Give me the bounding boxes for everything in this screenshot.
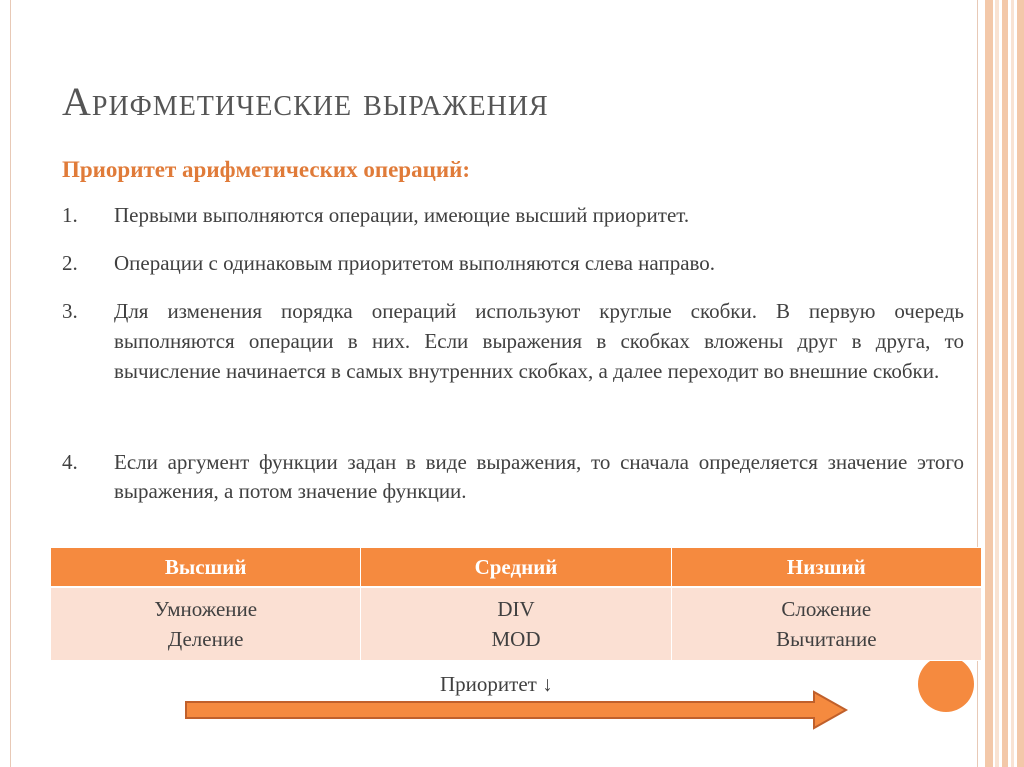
item-number: 2. — [62, 251, 78, 275]
decor-circle — [918, 656, 974, 712]
table-row — [51, 587, 982, 661]
item-number: 1. — [62, 203, 78, 227]
cell-low — [671, 587, 981, 661]
item-text: Если аргумент функции задан в виде выражения, то сначала определяется значение этого выражения, а потом значение функции. — [114, 450, 964, 503]
cell-line: Деление — [167, 627, 244, 651]
priority-table — [50, 547, 982, 661]
header-high: Высший — [51, 548, 361, 588]
cell-medium — [361, 587, 671, 661]
cell-line: DIV — [497, 597, 535, 621]
item-number: 4. — [62, 450, 78, 474]
list-item — [62, 248, 964, 278]
decor-stripe — [985, 0, 993, 767]
cell-line: Умножение — [154, 597, 258, 621]
item-text: Операции с одинаковым приоритетом выполняются слева направо. — [114, 251, 716, 275]
item-text: Первыми выполняются операции, имеющие высший приоритет. — [114, 203, 690, 227]
cell-line: Вычитание — [776, 627, 877, 651]
decor-stripe — [1002, 0, 1008, 767]
priority-label: Приоритет ↓ — [440, 672, 553, 696]
item-number: 3. — [62, 299, 78, 323]
rules-list — [62, 200, 964, 503]
table-header-row — [51, 548, 982, 588]
header-medium: Средний — [361, 548, 671, 588]
cell-line: Сложение — [781, 597, 872, 621]
slide-subtitle: Приоритет арифметических операций: — [62, 157, 471, 182]
cell-high — [51, 587, 361, 661]
decor-stripe — [1017, 0, 1024, 767]
priority-arrow-icon — [182, 688, 852, 732]
list-item — [62, 200, 964, 230]
header-low: Низший — [671, 548, 981, 588]
slide-title: Арифметические выражения — [62, 79, 549, 124]
item-text: Для изменения порядка операций используют круглые скобки. В первую очередь выполняются операции в них. Если выражения в скобках вложены друг в друга, то вычисление начинается в самых внутренних скобках, а далее переходит во внешние скобки. — [114, 299, 964, 383]
decor-stripe — [995, 0, 999, 767]
decor-stripe — [1011, 0, 1014, 767]
list-item — [62, 296, 964, 386]
cell-line: MOD — [491, 627, 541, 651]
list-item — [62, 448, 964, 506]
